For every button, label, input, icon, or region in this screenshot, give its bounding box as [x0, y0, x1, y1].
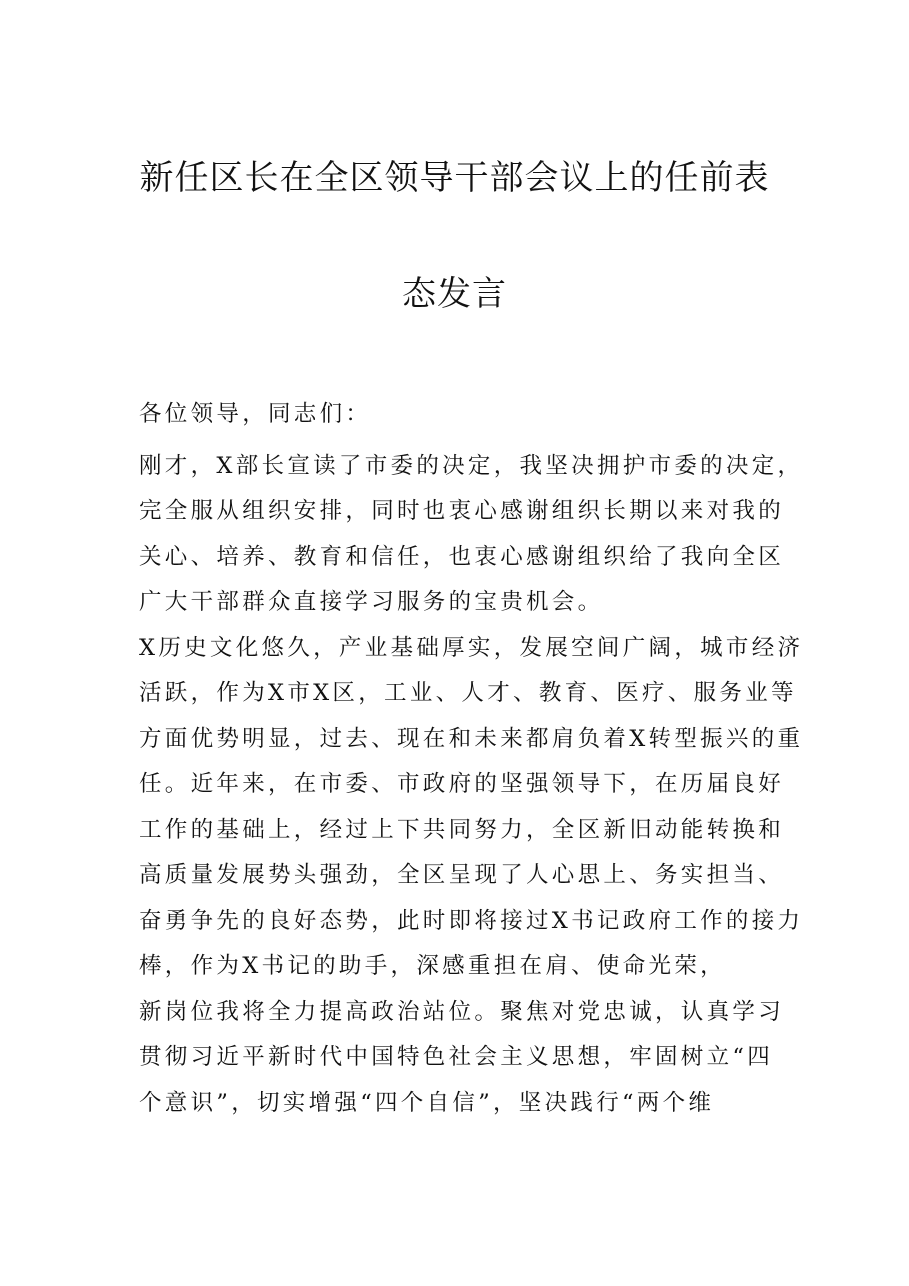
paragraph-line: 完全服从组织安排，同时也衷心感谢组织长期以来对我的	[139, 498, 785, 524]
paragraph-line: 刚才，X部长宣读了市委的决定，我坚决拥护市委的决定，	[139, 452, 804, 479]
paragraph-line: X历史文化悠久，产业基础厚实，发展空间广阔，城市经济	[139, 634, 804, 661]
document-title-line-2: 态发言	[402, 274, 507, 314]
paragraph-line: 广大干部群众直接学习服务的宝贵机会。	[139, 589, 604, 615]
paragraph-line: 个意识”，切实增强“四个自信”，坚决践行“两个维	[139, 1089, 715, 1116]
paragraph-line: 贯彻习近平新时代中国特色社会主义思想，牢固树立“四	[139, 1044, 774, 1070]
paragraph-2	[139, 626, 804, 990]
paragraph-line: 棒，作为X书记的助手，深感重担在肩、使命光荣，	[139, 953, 726, 979]
paragraph-line: 任。近年来，在市委、市政府的坚强领导下，在历届良好	[139, 771, 785, 797]
paragraph-line: 活跃，作为X市X区，工业、人才、教育、医疗、服务业等	[139, 680, 797, 706]
paragraph-line: 关心、培养、教育和信任，也衷心感谢组织给了我向全区	[139, 543, 785, 570]
paragraph-line: 方面优势明显，过去、现在和未来都肩负着X转型振兴的重	[139, 725, 804, 752]
salutation: 各位领导，同志们：	[139, 401, 372, 427]
paragraph-line: 工作的基础上，经过上下共同努力，全区新旧动能转换和	[139, 816, 785, 843]
document-title-line-1: 新任区长在全区领导干部会议上的任前表	[139, 158, 770, 198]
paragraph-line: 奋勇争先的良好态势，此时即将接过X书记政府工作的接力	[139, 907, 804, 934]
paragraph-line: 高质量发展势头强劲，全区呈现了人心思上、务实担当、	[139, 862, 785, 888]
paragraph-line: 新岗位我将全力提高政治站位。聚焦对党忠诚，认真学习	[139, 998, 785, 1025]
paragraph-3	[139, 990, 785, 1127]
paragraph-1	[139, 444, 804, 626]
document-body	[139, 392, 804, 1126]
